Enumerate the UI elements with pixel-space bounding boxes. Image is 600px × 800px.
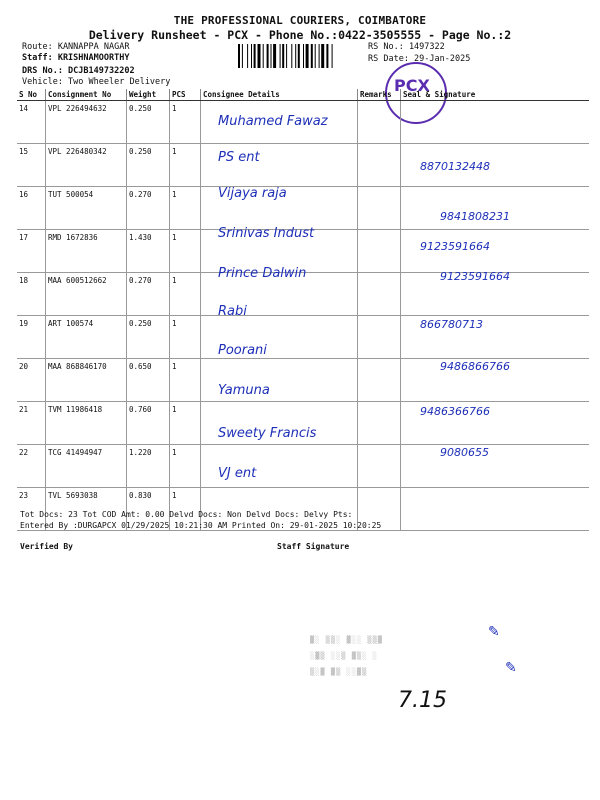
sno-cell: 19: [17, 316, 46, 359]
remarks-cell: [358, 187, 401, 230]
sno-cell: 23: [17, 488, 46, 531]
handwritten-consignee: Prince Dalwin: [218, 266, 307, 281]
sno-cell: 17: [17, 230, 46, 273]
weight-cell: 0.650: [127, 359, 170, 402]
remarks-cell: [358, 359, 401, 402]
entered-by-line: Entered By :DURGAPCX 01/29/2025 10:21:30 AM Printed On: 29-01-2025 10:20:25: [20, 521, 382, 530]
handwritten-consignee: Sweety Francis: [218, 426, 317, 441]
seal-cell: [401, 187, 590, 230]
seal-cell: [401, 445, 590, 488]
col-seal: Seal & Signature: [401, 89, 590, 101]
pcs-cell: 1: [170, 144, 201, 187]
bottom-signature-2: ✎: [505, 660, 517, 676]
sno-cell: 20: [17, 359, 46, 402]
handwritten-signature: 9486366766: [420, 405, 490, 418]
consignment-cell: VPL 226480342: [46, 144, 127, 187]
faint-text-2: ░▓▒ ░░▒ ▓▒░ ░: [310, 652, 378, 660]
bottom-note: 7.15: [398, 688, 447, 713]
drs-number: DRS No.: DCJB149732202: [22, 66, 135, 76]
handwritten-signature: 9123591664: [440, 270, 510, 283]
vehicle: Vehicle: Two Wheeler Delivery: [22, 77, 171, 87]
sno-cell: 14: [17, 101, 46, 144]
seal-cell: [401, 488, 590, 531]
remarks-cell: [358, 445, 401, 488]
table-header: [17, 89, 589, 101]
weight-cell: 0.830: [127, 488, 170, 531]
handwritten-consignee: Srinivas Indust: [218, 226, 315, 241]
weight-cell: 0.270: [127, 187, 170, 230]
weight-cell: 0.250: [127, 101, 170, 144]
consignment-cell: TCG 41494947: [46, 445, 127, 488]
faint-text-3: ▒░▓ ▓▒ ░░▓▒: [310, 668, 368, 676]
consignment-cell: RMD 1672836: [46, 230, 127, 273]
table-row: [17, 316, 589, 359]
col-consignee: Consignee Details: [201, 89, 358, 101]
stamp-label: PCX: [394, 76, 430, 95]
table-row: [17, 187, 589, 230]
route: Route: KANNAPPA NAGAR: [22, 42, 130, 52]
sno-cell: 15: [17, 144, 46, 187]
handwritten-consignee: Vijaya raja: [218, 186, 287, 201]
handwritten-signature: 9486866766: [440, 360, 510, 373]
staff: Staff: KRISHNAMOORTHY: [22, 53, 130, 63]
handwritten-signature: 866780713: [420, 318, 483, 331]
runsheet-table: [17, 89, 589, 531]
handwritten-signature: 9841808231: [440, 210, 510, 223]
consignment-cell: TVL 5693038: [46, 488, 127, 531]
col-consignment: Consignment No: [46, 89, 127, 101]
remarks-cell: [358, 273, 401, 316]
sno-cell: 18: [17, 273, 46, 316]
handwritten-consignee: Yamuna: [218, 383, 270, 398]
handwritten-signature: 9080655: [440, 446, 489, 459]
runsheet-title: Delivery Runsheet - PCX - Phone No.:0422-3505555 - Page No.:2: [88, 28, 512, 42]
consignment-cell: MAA 868846170: [46, 359, 127, 402]
table-row: [17, 144, 589, 187]
faint-text-1: ▓░ ▒▒░ ▓░░ ▒▒▓: [310, 636, 384, 644]
pcs-cell: 1: [170, 488, 201, 531]
remarks-cell: [358, 230, 401, 273]
consignment-cell: VPL 226494632: [46, 101, 127, 144]
barcode-image: [238, 44, 358, 68]
weight-cell: 0.250: [127, 144, 170, 187]
consignment-cell: MAA 600512662: [46, 273, 127, 316]
remarks-cell: [358, 101, 401, 144]
totals-line: Tot Docs: 23 Tot COD Amt: 0.00 Delvd Docs: Non Delvd Docs: Delvy Pts:: [20, 510, 353, 519]
handwritten-consignee: Rabi: [218, 304, 247, 319]
handwritten-signature: 9123591664: [420, 240, 490, 253]
col-remarks: Remarks: [358, 89, 401, 101]
rs-date: RS Date: 29-Jan-2025: [368, 54, 471, 64]
verified-by: Verified By: [20, 542, 73, 551]
pcs-cell: 1: [170, 445, 201, 488]
bottom-signature-1: ✎: [488, 624, 500, 640]
col-weight: Weight: [127, 89, 170, 101]
sno-cell: 22: [17, 445, 46, 488]
pcs-cell: 1: [170, 273, 201, 316]
sno-cell: 16: [17, 187, 46, 230]
weight-cell: 1.430: [127, 230, 170, 273]
weight-cell: 0.760: [127, 402, 170, 445]
handwritten-consignee: Muhamed Fawaz: [218, 114, 328, 129]
pcs-cell: 1: [170, 230, 201, 273]
col-sno: S No: [17, 89, 46, 101]
consignment-cell: TUT 500054: [46, 187, 127, 230]
handwritten-consignee: Poorani: [218, 343, 267, 358]
sno-cell: 21: [17, 402, 46, 445]
weight-cell: 0.250: [127, 316, 170, 359]
pcs-cell: 1: [170, 402, 201, 445]
staff-signature: Staff Signature: [277, 542, 350, 551]
weight-cell: 0.270: [127, 273, 170, 316]
pcs-cell: 1: [170, 316, 201, 359]
handwritten-consignee: PS ent: [218, 150, 260, 165]
col-pcs: PCS: [170, 89, 201, 101]
handwritten-consignee: VJ ent: [218, 466, 257, 481]
handwritten-signature: 8870132448: [420, 160, 490, 173]
remarks-cell: [358, 144, 401, 187]
table-row: [17, 445, 589, 488]
seal-cell: [401, 101, 590, 144]
consignment-cell: TVM 11986418: [46, 402, 127, 445]
remarks-cell: [358, 402, 401, 445]
remarks-cell: [358, 316, 401, 359]
consignment-cell: ART 100574: [46, 316, 127, 359]
pcs-cell: 1: [170, 101, 201, 144]
weight-cell: 1.220: [127, 445, 170, 488]
company-name: THE PROFESSIONAL COURIERS, COIMBATORE: [173, 14, 427, 27]
rs-number: RS No.: 1497322: [368, 42, 445, 52]
pcs-cell: 1: [170, 187, 201, 230]
pcs-cell: 1: [170, 359, 201, 402]
